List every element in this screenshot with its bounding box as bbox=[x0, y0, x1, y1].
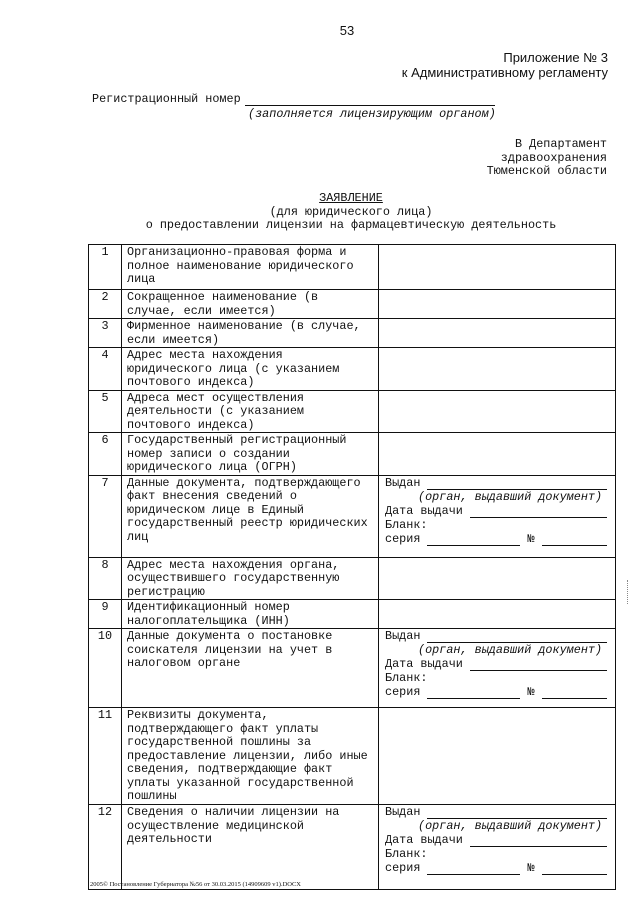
blank-line bbox=[427, 631, 607, 643]
table-row bbox=[89, 390, 616, 433]
row-value bbox=[379, 557, 616, 600]
registration-number-label: Регистрационный номер bbox=[92, 92, 241, 106]
addressee bbox=[487, 138, 607, 179]
blank-line bbox=[427, 807, 607, 819]
row-value bbox=[379, 600, 616, 629]
table-row bbox=[89, 348, 616, 391]
table-row bbox=[89, 319, 616, 348]
number-sign: № bbox=[527, 531, 535, 546]
row-number: 5 bbox=[89, 390, 122, 433]
row-label: Идентификационный номер налогоплательщика (ИНН) bbox=[122, 600, 379, 629]
page-number: 53 bbox=[339, 23, 355, 38]
blank-line bbox=[470, 506, 607, 518]
issued-by-label: Выдан bbox=[385, 475, 421, 490]
row-label: Адрес места нахождения органа, осуществившего государственную регистрацию bbox=[122, 557, 379, 600]
document-title: ЗАЯВЛЕНИЕ bbox=[319, 191, 383, 205]
row-value bbox=[379, 290, 616, 319]
scan-mark bbox=[627, 580, 628, 604]
row-value bbox=[379, 245, 616, 290]
row-value bbox=[379, 319, 616, 348]
row-value bbox=[379, 475, 616, 557]
number-sign: № bbox=[527, 861, 535, 875]
row-number: 1 bbox=[89, 245, 122, 290]
blank-line bbox=[427, 534, 520, 546]
table-row bbox=[89, 600, 616, 629]
table-row bbox=[89, 245, 616, 290]
row-number: 8 bbox=[89, 557, 122, 600]
table-row bbox=[89, 708, 616, 805]
issue-date-label: Дата выдачи bbox=[385, 503, 463, 518]
row-label: Сведения о наличии лицензии на осуществление медицинской деятельности bbox=[122, 805, 379, 890]
row-value bbox=[379, 433, 616, 476]
document-fields bbox=[385, 805, 615, 875]
row-label: Государственный регистрационный номер записи о создании юридического лица (ОГРН) bbox=[122, 433, 379, 476]
row-number: 3 bbox=[89, 319, 122, 348]
applicant-type: (для юридического лица) bbox=[269, 204, 433, 219]
appendix-title: Приложение № 3 bbox=[503, 50, 608, 65]
number-sign: № bbox=[527, 685, 535, 699]
form-label: Бланк: bbox=[385, 847, 428, 861]
row-number: 11 bbox=[89, 708, 122, 805]
blank-line bbox=[470, 659, 607, 671]
issued-by-label: Выдан bbox=[385, 805, 421, 819]
registration-number-note: (заполняется лицензирующим органом) bbox=[248, 107, 496, 121]
document-heading bbox=[88, 192, 614, 233]
table-row bbox=[89, 433, 616, 476]
row-value bbox=[379, 390, 616, 433]
addressee-line: здравоохранения bbox=[500, 150, 607, 165]
series-label: серия bbox=[385, 685, 421, 699]
blank-line bbox=[542, 863, 608, 875]
issuer-note: (орган, выдавший документ) bbox=[418, 819, 603, 833]
table-row bbox=[89, 629, 616, 708]
row-number: 9 bbox=[89, 600, 122, 629]
row-value bbox=[379, 629, 616, 708]
blank-line bbox=[427, 863, 520, 875]
table-row bbox=[89, 805, 616, 890]
row-label: Сокращенное наименование (в случае, если имеется) bbox=[122, 290, 379, 319]
registration-number-blank bbox=[245, 105, 495, 106]
form-label: Бланк: bbox=[385, 671, 428, 685]
table-row bbox=[89, 557, 616, 600]
blank-line bbox=[427, 478, 607, 490]
appendix-reference bbox=[402, 50, 608, 80]
blank-line bbox=[470, 835, 607, 847]
blank-line bbox=[427, 687, 520, 699]
row-label: Фирменное наименование (в случае, если имеется) bbox=[122, 319, 379, 348]
row-value bbox=[379, 708, 616, 805]
row-number: 7 bbox=[89, 475, 122, 557]
row-number: 12 bbox=[89, 805, 122, 890]
document-fields bbox=[385, 629, 615, 699]
issue-date-label: Дата выдачи bbox=[385, 657, 463, 671]
issued-by-label: Выдан bbox=[385, 629, 421, 643]
addressee-line: В Департамент bbox=[514, 137, 607, 151]
row-label: Адреса мест осуществления деятельности (с указанием почтового индекса) bbox=[122, 390, 379, 433]
row-label: Адрес места нахождения юридического лица (с указанием почтового индекса) bbox=[122, 348, 379, 391]
form-label: Бланк: bbox=[385, 517, 428, 532]
row-label: Реквизиты документа, подтверждающего факт уплаты государственной пошлины за предоставление лицензии, либо иные сведения, подтверждающие факт уплаты указанной государственной пошлины bbox=[122, 708, 379, 805]
document-fields bbox=[385, 476, 615, 546]
series-label: серия bbox=[385, 531, 421, 546]
row-number: 4 bbox=[89, 348, 122, 391]
row-label: Данные документа, подтверждающего факт внесения сведений о юридическом лице в Единый государственный реестр юридических лиц bbox=[122, 475, 379, 557]
blank-line bbox=[542, 687, 608, 699]
row-value bbox=[379, 348, 616, 391]
application-table bbox=[88, 244, 616, 890]
row-number: 6 bbox=[89, 433, 122, 476]
application-subject: о предоставлении лицензии на фармацевтическую деятельность bbox=[145, 218, 557, 232]
row-number: 2 bbox=[89, 290, 122, 319]
document-footer: 2005© Постановление Губернатора №56 от 30.03.2015 (14909609 v1).DOCX bbox=[90, 881, 301, 888]
row-label: Данные документа о постановке соискателя лицензии на учет в налоговом органе bbox=[122, 629, 379, 708]
issuer-note: (орган, выдавший документ) bbox=[418, 643, 603, 657]
addressee-line: Тюменской области bbox=[486, 164, 607, 178]
row-value bbox=[379, 805, 616, 890]
row-number: 10 bbox=[89, 629, 122, 708]
blank-line bbox=[542, 534, 608, 546]
table-row bbox=[89, 475, 616, 557]
table-row bbox=[89, 290, 616, 319]
issue-date-label: Дата выдачи bbox=[385, 833, 463, 847]
row-label: Организационно-правовая форма и полное наименование юридического лица bbox=[122, 245, 379, 290]
issuer-note: (орган, выдавший документ) bbox=[418, 489, 603, 504]
series-label: серия bbox=[385, 861, 421, 875]
appendix-subtitle: к Административному регламенту bbox=[401, 65, 608, 80]
